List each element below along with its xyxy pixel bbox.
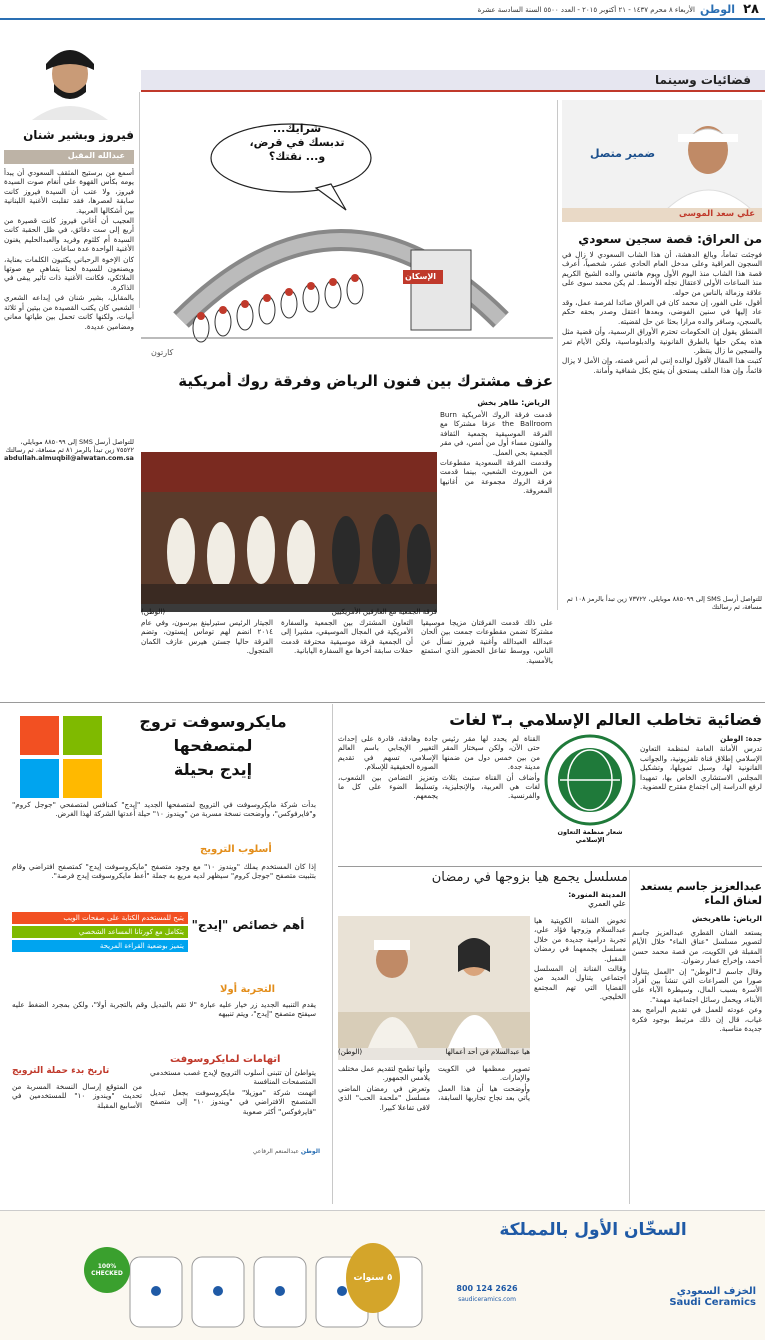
paragraph: الجيتار الرئيس ستيرلينغ بيرسون، وفي عام ٢٠١٤ انضم لهم توماس إيستون، وتضم الفرقة حاليا جستن هيرس عازف الكمان المتجول. [141, 618, 273, 656]
section-divider [0, 702, 765, 703]
drama-headline: مسلسل يجمع هيا بزوجها في رمضان [431, 870, 628, 885]
paragraph: جدة: الوطن [720, 734, 762, 743]
jassim-byline: الرياض: طاهربخش [692, 914, 762, 923]
feature-item: يتميز بوضعية القراءة المريحة [12, 940, 188, 952]
issue-info: الأربعاء ٨ محرم ١٤٣٧ - ٢١ أكتوبر ٢٠١٥ - العدد ٥٥٠٠ السنة السادسة عشرة [477, 6, 695, 14]
ms-accusations-heading: اتهامات لمايكروسوفت [170, 1054, 281, 1065]
actors-photo-icon [338, 916, 530, 1048]
paragraph: تخوض الفنانة الكويتية هيا عبدالسلام وزوجها فؤاد علي، تجربة درامية جديدة من خلال مسلسل يجمعهما في رمضان المقبل. [534, 916, 626, 963]
band-article-body-a [440, 410, 552, 610]
column-divider [139, 92, 140, 308]
band-photo-caption: فرقة الجمعية مع العازفين الأمريكيين (الوطن) [141, 608, 437, 616]
cartoon-building-label: الإسكان [405, 272, 437, 281]
paragraph: على ذلك قدمت الفرقتان مزيجا موسيقيا مشتركا تضمن مقطوعات جمعت بين ألحان عبدالله العبدالله وأغنية فيروز نسأل عن الناس، ووسط تفاعل الحضور الذي استمتع بالأمسية. [421, 618, 553, 665]
drama-photo [338, 916, 530, 1060]
paragraph: المنطق يقول إن الحكومات تحترم الأوراق الرسمية، وأن قضية مثل هذه يمكن حلها بالطرق القانونية والدبلوماسية، ولكن الأيام تمر والسجين ما زال ينتظر. [562, 327, 762, 356]
microsoft-logo-icon [20, 716, 102, 798]
paragraph: وتعرض في رمضان الماضي مسلسل "ملحمة الحب" الذي لاقى تفاعلا كبيرا. [338, 1083, 430, 1112]
paragraph: وعن عودته للعمل في تقديم البرامج بعد غياب، قال إن ذلك مرتبط بوجود فكرة جديدة مناسبة. [632, 1005, 762, 1034]
paragraph: أقول، على الفور، إن محمد كان في العراق صائدا لفرصة عمل، وقد عاد إليها في سنين الفوضى، وبعدها اعتقل وصدر بحقه حكم بالسجن، وسافر والده مرارا بحثا عن حل لقضيته. [562, 298, 762, 326]
paragraph: قدمت فرقة الروك الأمريكية Burn the Ballroom عزفا مشتركا مع الفرقة الموسيقية بجمعية الثقافة والفنون مساء أول من أمس، في مقر الجمعية بحي العمل. [440, 410, 552, 457]
column-badge: ضمير متصل [590, 147, 656, 160]
right-column-headline: من العراق: قصة سجين سعودي [578, 232, 762, 246]
left-columnist-photo [22, 40, 118, 120]
ms-intro: بدأت شركة مايكروسوفت في الترويج لمتصفحها الجديد "إيدج" كمنافس لمتصفحي "جوجل كروم" و"فايرفوكس"، وأوضحت نسخة مسربة من "ويندوز ١٠" حيلة أعدتها الشركة لهذا الغرض. [12, 800, 316, 819]
drama-byline: المدينة المنورة: علي العمري [568, 890, 626, 908]
column-divider [557, 100, 558, 610]
left-column-title: فيروز وبشير شنان [23, 128, 134, 142]
section-title: فضائيات وسينما [655, 73, 751, 87]
saudi-brand: الخزف السعودي Saudi Ceramics [669, 1286, 756, 1308]
musicians-photo-icon [141, 452, 437, 604]
column-divider [332, 704, 333, 1204]
paragraph: وقدمت الفرقة السعودية مقطوعات من الموروث الشعبي، بينما قدمت فرقة الروك مجموعة من أغانيها المعروفة. [440, 458, 552, 496]
drama-body-bottom [338, 1064, 530, 1204]
contact-sms: للتواصل أرسل SMS إلى ٨٨٥٠٩٩ موبايلي، ٧٥٥٢٢ زين تبدأ بالرمز ٨١ ثم مسافة، ثم رسالتك [5, 438, 134, 454]
jassim-headline: عبدالعزيز جاسم يستعد لعناق الماء [640, 880, 762, 907]
masthead-brand: الوطن [699, 3, 735, 16]
drama-photo-caption: هيا عبدالسلام في أحد أعمالها (الوطن) [338, 1048, 530, 1056]
band-article-byline: الرياض: طاهر بخش [477, 398, 550, 407]
saudi-phone[interactable]: 800 124 2626 [456, 1284, 518, 1293]
paragraph: جادة وهادفة، قادرة على إحداث التغيير الإيجابي باسم العالم الإسلامي، تسهم في تقديم الصورة الحقيقية للإسلام. [338, 734, 438, 772]
jassim-body [632, 928, 762, 1204]
left-column-body [4, 168, 134, 448]
paragraph: بالمقابل، بشير شنان في إبداعه الشعري الشعبي كان يكتب القصيدة من بيتين أو ثلاثة أبيات، ولكنها كانت تحمل بين طياتها معاني ومضامين عديدة. [4, 293, 134, 331]
section-divider [338, 866, 762, 867]
cartoon-signature: كارتون [151, 348, 174, 357]
ms-style-heading: أسلوب الترويج [200, 844, 272, 855]
ms-experience-heading: التجربة أولا [220, 984, 276, 995]
editorial-cartoon [141, 100, 553, 370]
ms-style-text: إذا كان المستخدم يملك "ويندوز ١٠" مع وجود متصفح "مايكروسوفت إيدج" كمتصفح افتراضي وقام بتثبيت متصفح "جوجل كروم" سيظهر لديه مربع به جملة "أعط مايكروسوفت إيدج فرصة". [12, 862, 316, 881]
oic-logo-icon [544, 734, 636, 826]
paragraph: كتبت هذا المقال لأقول لوالده إنني لم أنس قصته، وإن الأمل لا يزال قائماً، وإن هذا الملف يستحق أن يفتح بكل شفافية وأمانة. [562, 356, 762, 375]
oic-body-middle [442, 734, 540, 864]
band-photo [141, 452, 437, 612]
ms-features-list [12, 912, 188, 980]
paragraph: التعاون المشترك بين الجمعية والسفارة الأمريكية في المجال الموسيقي، مشيرا إلى أن الجمعية فرقة موسيقية محترفة قدمت حفلات سابقة أخرها مع السفارة اليابانية. [281, 618, 413, 656]
oic-body-left [338, 734, 438, 864]
ms-accusations-list [150, 1068, 316, 1148]
oic-headline: فضائية تخاطب العالم الإسلامي بـ٣ لغات [449, 710, 762, 729]
paragraph: وقال جاسم لـ"الوطن" إن "العمل يتناول صورا من الصراعات التي تنشأ بين أفراد الأسرة بسبب المال، وسيطرة الآباء على الأبناء، ويحمل رسائل اجتماعية مهمة". [632, 966, 762, 1004]
right-column-body [562, 250, 762, 590]
ms-experience-text: يقدم التنبيه الجديد زر خيار عليه عبارة "لا تقم بالتبديل وقم بالتجربة أولا"، ولكن بمجرد الضغط عليه سيفتح متصفح "إيدج"، ويتم تنبيهه [12, 1000, 316, 1019]
list-item: يتواطئ أن تتبنى أسلوب الترويج لإيدج غصب مستخدمي المتصفحات المنافسة [150, 1068, 316, 1087]
left-column-contact [4, 438, 134, 462]
drama-body-right [534, 916, 626, 1206]
contact-email[interactable]: abdullah.almuqbil@alwatan.com.sa [4, 454, 134, 462]
paragraph: القناة لم يحدد لها مقر رئيس حتى الآن، ولكن سيختار المقر من بين خمس دول من ضمنها مدينة جدة. [442, 734, 540, 772]
paragraph: وأضاف أن القناة ستبث بثلاث لغات هي العربية، والإنجليزية، والفرنسية. [442, 772, 540, 801]
page-number: ٢٨ [743, 2, 759, 17]
feature-item: يتكامل مع كورتانا المساعد الشخصي [12, 926, 188, 938]
feature-item: يتيح للمستخدم الكتابة على صفحات الويب [12, 912, 188, 924]
paragraph: أسمع من برستيج المثقف السعودي أن يبدأ يومه بكأس القهوة على أنغام صوت السيدة فيروز، ولا عتب أن السيدة فيروز كانت سابقة لعصرها، فقد تقلبت الأغنية اللبنانية بين أشكالها العربية. [4, 168, 134, 215]
masthead-strip [0, 0, 765, 20]
oic-body-right [640, 734, 762, 864]
paragraph: كان الإخوة الرحباني يكتبون الكلمات بعناية، ويصنعون للسيدة لحنا يتماهى مع صوتها الملائكي، فكانت الأغنية ذات تأثير يبقى في الذاكرة. [4, 254, 134, 292]
list-item: من المتوقع إرسال النسخة المسربة من تحديث "ويندوز ١٠" للمستخدمين في الأسابيع المقبلة [12, 1082, 142, 1110]
paragraph: يستعد الفنان القطري عبدالعزيز جاسم لتصوير مسلسل "عناق الماء" خلال الأيام المقبلة في الكويت، من قصة محمد حسن أحمد، وإخراج عمار رضوان. [632, 928, 762, 966]
column-divider [629, 870, 630, 1204]
ms-history-list [12, 1082, 142, 1152]
paragraph: العجيب أن أغاني فيروز كانت قصيرة من أربع إلى ست دقائق، في ظل الحقبة كانت السيدة أم كلثوم وفريد والعبدالحليم يغنون الأغنية الواحدة عدة ساعات. [4, 216, 134, 254]
paragraph: فوجئت تماماً، وبالغ الدهشة، أن هذا الشاب السعودي لا زال في السجون العراقية وعلى مدخل العام الحادي عشر، شخصياً، أعرف قصة هذا الشاب منذ اليوم الأول ويوم هاتفني والده الشيخ الكريم منذ الساعات الأولى لاعتقال نجله الأوسط. لم يكن محمد سوى على علاقة وزمالة بالناس من حوله. [562, 250, 762, 297]
right-column-author: علي سعد الموسى [679, 209, 755, 219]
ms-footer: الوطن عبدالمنعم الرفاعي [252, 1148, 320, 1155]
band-article-headline: عزف مشترك بين فنون الرياض وفرقة روك أمريكية [178, 372, 553, 390]
columnist-portrait-icon [22, 40, 118, 120]
checked-badge: 100% CHECKED [84, 1247, 130, 1293]
band-article-body-b [141, 618, 553, 706]
saudi-ad-headline: السخّان الأول بالمملكة [499, 1220, 687, 1240]
left-column-author: عبدالله المقبل [67, 151, 125, 160]
ms-history-heading: تاريخ بدء حملة الترويج [12, 1066, 110, 1076]
ms-features-heading: أهم خصائص "إيدج" [191, 918, 305, 932]
oic-logo-caption: شعار منظمة التعاون الإسلامي [557, 828, 623, 844]
years-badge: ٥ سنوات [346, 1243, 400, 1313]
ms-headline: مايكروسوفت تروج لمتصفحها إيدج بحيلة [139, 712, 287, 779]
paragraph: وتعزيز التضامن بين الشعوب، وتسليط الضوء على كل ما يجمعهم. [338, 772, 438, 801]
right-column-contact: للتواصل أرسل SMS إلى ٨٨٥٠٩٩ موبايلي، ٧٣٧٢٢ زين تبدأ بالرمز ١٠٨ ثم مسافة، ثم رسالتك [566, 595, 762, 611]
cartoon-speech: شرايك... تدبسك في قرض، و... نقتك؟ [249, 122, 345, 163]
saudi-website-link[interactable]: saudiceramics.com [458, 1296, 516, 1303]
paragraph: تصوير معظمها في الكويت والإمارات. [438, 1064, 530, 1083]
paragraph: وقالت الفنانة إن المسلسل اجتماعي يتناول العديد من القضايا التي تهم المجتمع الخليجي. [534, 964, 626, 1002]
paragraph: تدرس الأمانة العامة لمنظمة التعاون الإسلامي إطلاق قناة تلفزيونية، والجوانب القانونية لها، وسبل تمويلها، وتشكيل المجلس الاستشاري الخاص بها، تمهيدا لرفع الدراسة إلى اجتماع مقترح للعضوية. [640, 744, 762, 792]
list-item: اتهمت شركة "موزيلا" مايكروسوفت بجعل تبديل المتصفح الافتراضي في "ويندوز ١٠" إلى متصفح "فايرفوكس" أكثر صعوبة [150, 1087, 316, 1116]
paragraph: وأوضحت هيا أن هذا العمل يأتي بعد نجاح تجاربها السابقة، وأنها تطمح لتقديم عمل مختلف يلامس الجمهور. [338, 1064, 530, 1103]
